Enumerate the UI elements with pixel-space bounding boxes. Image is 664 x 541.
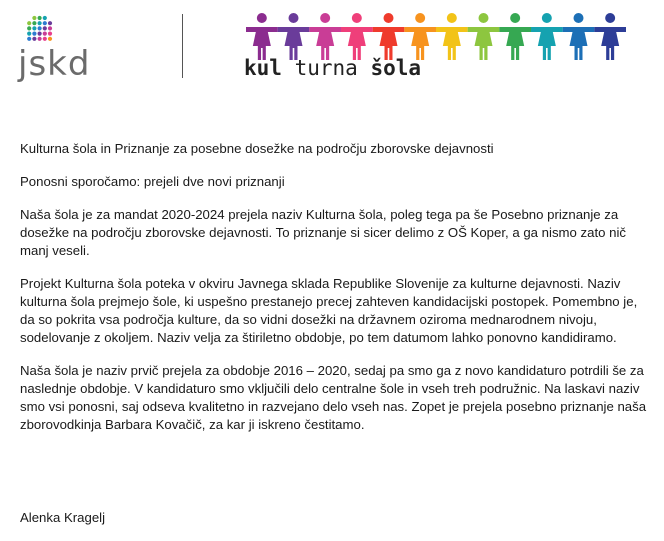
paragraph: Naša šola je naziv prvič prejela za obdobje 2016 – 2020, sedaj pa smo ga z novo kandidaturo potrdili še za naslednje obdobje. V kandidaturo smo vključili delo centralne šole in vseh treh podružnic. Na laskavi naziv smo vsi ponosni, saj odseva kvalitetno in razvejano delo vseh nas. Zopet je prejela posebno priznanje naša zborovodkinja Barbara Kovačič, za kar ji iskreno čestitamo. xyxy=(20,363,647,432)
person-figure-icon xyxy=(309,13,341,60)
person-figure-icon xyxy=(341,13,373,60)
signature: Alenka Kragelj xyxy=(20,510,106,525)
person-figure-icon xyxy=(404,13,436,60)
ks-logo-part1: kul xyxy=(244,56,282,80)
paragraph: Projekt Kulturna šola poteka v okviru Javnega sklada Republike Slovenije za kulturne dejavnosti. Naziv kulturna šola prejmejo šole, ki uspešno prestanejo precej zahteven kandidacijski postopek. Pomembno je, da so pokrita vsa področja kulture, da so vidni dosežki na državnem oziroma mednarodnem nivoju, sodelovanje z okoljem. Naziv velja za štiriletno obdobje, po tem datumom lahko ponovno kandidiramo. xyxy=(20,276,638,345)
document-subtitle: Ponosni sporočamo: prejeli dve novi priznanji xyxy=(20,174,285,189)
kulturna-sola-logo-text xyxy=(244,56,421,80)
person-figure-icon xyxy=(594,13,626,60)
document-body xyxy=(20,140,650,449)
person-figure-icon xyxy=(563,13,595,60)
person-figure-icon xyxy=(468,13,500,60)
document-title: Kulturna šola in Priznanje za posebne dosežke na področju zborovske dejavnosti xyxy=(20,141,494,156)
person-figure-icon xyxy=(436,13,468,60)
ks-logo-part2: turna xyxy=(294,56,358,80)
person-figure-icon xyxy=(531,13,563,60)
person-figure-icon xyxy=(246,13,278,60)
paragraph: Naša šola je za mandat 2020-2024 prejela naziv Kulturna šola, poleg tega pa še Posebno priznanje za dosežke na področju zborovske dejavnosti. To priznanje si sicer delimo z OŠ Koper, a ga nismo zato nič manj veseli. xyxy=(20,207,626,258)
person-figure-icon xyxy=(499,13,531,60)
person-figure-icon xyxy=(373,13,405,60)
jskd-logo-text: jskd xyxy=(18,44,91,84)
header-divider xyxy=(182,14,183,78)
ks-logo-part3: šola xyxy=(370,56,422,80)
page-header xyxy=(0,0,664,110)
person-figure-icon xyxy=(278,13,310,60)
kulturna-sola-people-logo-icon xyxy=(246,12,626,62)
